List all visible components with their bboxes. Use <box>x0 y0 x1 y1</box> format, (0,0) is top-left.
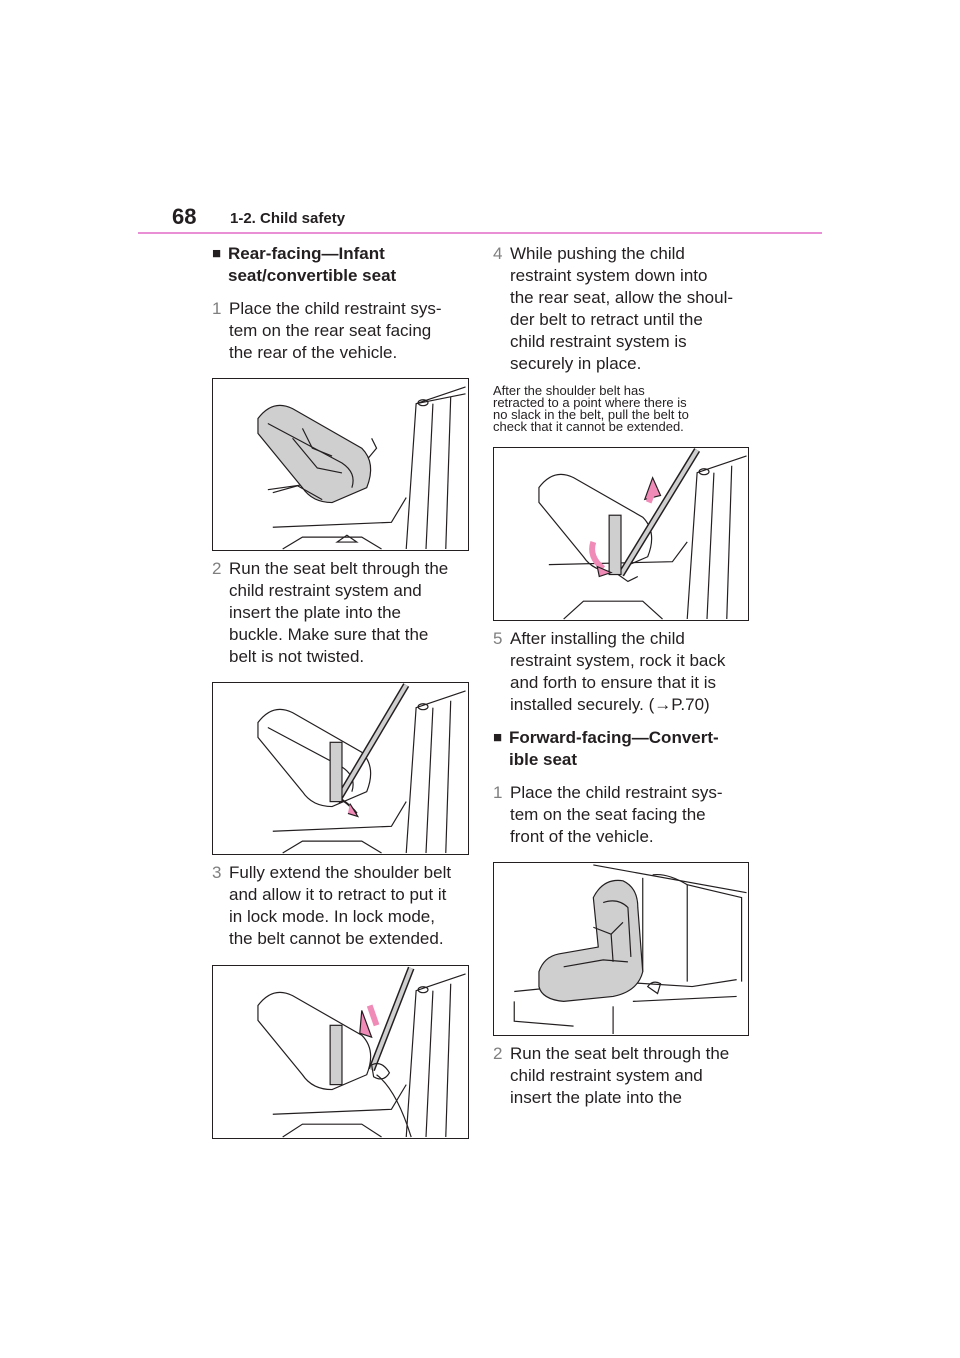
page-reference-link[interactable]: P.70) <box>671 695 710 714</box>
step-line: front of the vehicle. <box>510 827 654 846</box>
figure-rear-seat-placement <box>212 378 469 551</box>
heading-line: ible seat <box>509 750 578 769</box>
step-number: 3 <box>212 863 222 882</box>
step-line: in lock mode. In lock mode, <box>229 907 435 926</box>
step-line: buckle. Make sure that the <box>229 625 429 644</box>
left-column <box>212 243 474 1139</box>
step-number: 1 <box>493 783 503 802</box>
heading-line: Forward-facing—Convert- <box>509 728 719 747</box>
step-line: Run the seat belt through the <box>229 559 449 578</box>
figure-forward-facing-seat <box>493 862 749 1036</box>
step-line: insert the plate into the <box>510 1088 683 1107</box>
step-line: belt is not twisted. <box>229 647 365 666</box>
step-number: 4 <box>493 244 503 263</box>
step-number: 2 <box>212 559 222 578</box>
step-number: 2 <box>493 1044 503 1063</box>
step-line: While pushing the child <box>510 244 685 263</box>
note-line: no slack in the belt, pull the belt to <box>493 407 689 422</box>
step-line: Place the child restraint sys- <box>510 783 723 802</box>
note-block <box>493 385 755 433</box>
heading-line: seat/convertible seat <box>228 266 397 285</box>
step-number: 5 <box>493 629 503 648</box>
step-4 <box>493 243 755 375</box>
step-number: 1 <box>212 299 222 318</box>
heading-line: Rear-facing—Infant <box>228 244 385 263</box>
step-line: child restraint system and <box>229 581 422 600</box>
step-line: child restraint system and <box>510 1066 703 1085</box>
step-3 <box>212 862 474 950</box>
figure-belt-through-restraint <box>212 682 469 855</box>
rear-facing-heading <box>212 243 474 287</box>
step-line: restraint system, rock it back <box>510 651 726 670</box>
right-column <box>493 243 755 1109</box>
page-number: 68 <box>172 204 197 229</box>
step-line: tem on the rear seat facing <box>229 321 432 340</box>
forward-step-1 <box>493 782 755 848</box>
step-line: restraint system down into <box>510 266 708 285</box>
step-line-text: installed securely. ( <box>510 695 655 714</box>
step-line: Run the seat belt through the <box>510 1044 730 1063</box>
step-line: der belt to retract until the <box>510 310 703 329</box>
step-line: the rear seat, allow the shoul- <box>510 288 734 307</box>
section-title: 1-2. Child safety <box>230 210 346 227</box>
step-line: child restraint system is <box>510 332 687 351</box>
note-line: After the shoulder belt has <box>493 383 645 398</box>
step-line: tem on the seat facing the <box>510 805 706 824</box>
header-rule <box>138 232 822 234</box>
step-2 <box>212 558 474 668</box>
figure-push-down-retract <box>493 447 749 621</box>
note-line: check that it cannot be extended. <box>493 419 684 434</box>
step-5 <box>493 628 755 716</box>
step-line: securely in place. <box>510 354 642 373</box>
step-line: Fully extend the shoulder belt <box>229 863 452 882</box>
step-line: After installing the child <box>510 629 685 648</box>
step-line <box>510 694 755 716</box>
step-line: the rear of the vehicle. <box>229 343 398 362</box>
figure-extend-shoulder-belt <box>212 965 469 1139</box>
step-line: insert the plate into the <box>229 603 402 622</box>
square-bullet-icon: ■ <box>493 729 503 746</box>
right-arrow-icon: → <box>654 695 672 714</box>
forward-step-2 <box>493 1043 755 1109</box>
note-line: retracted to a point where there is <box>493 395 687 410</box>
step-line: the belt cannot be extended. <box>229 929 444 948</box>
step-line: and allow it to retract to put it <box>229 885 447 904</box>
square-bullet-icon: ■ <box>212 245 222 262</box>
forward-facing-heading <box>493 727 755 771</box>
step-1 <box>212 298 474 364</box>
step-line: Place the child restraint sys- <box>229 299 442 318</box>
step-line: and forth to ensure that it is <box>510 673 717 692</box>
